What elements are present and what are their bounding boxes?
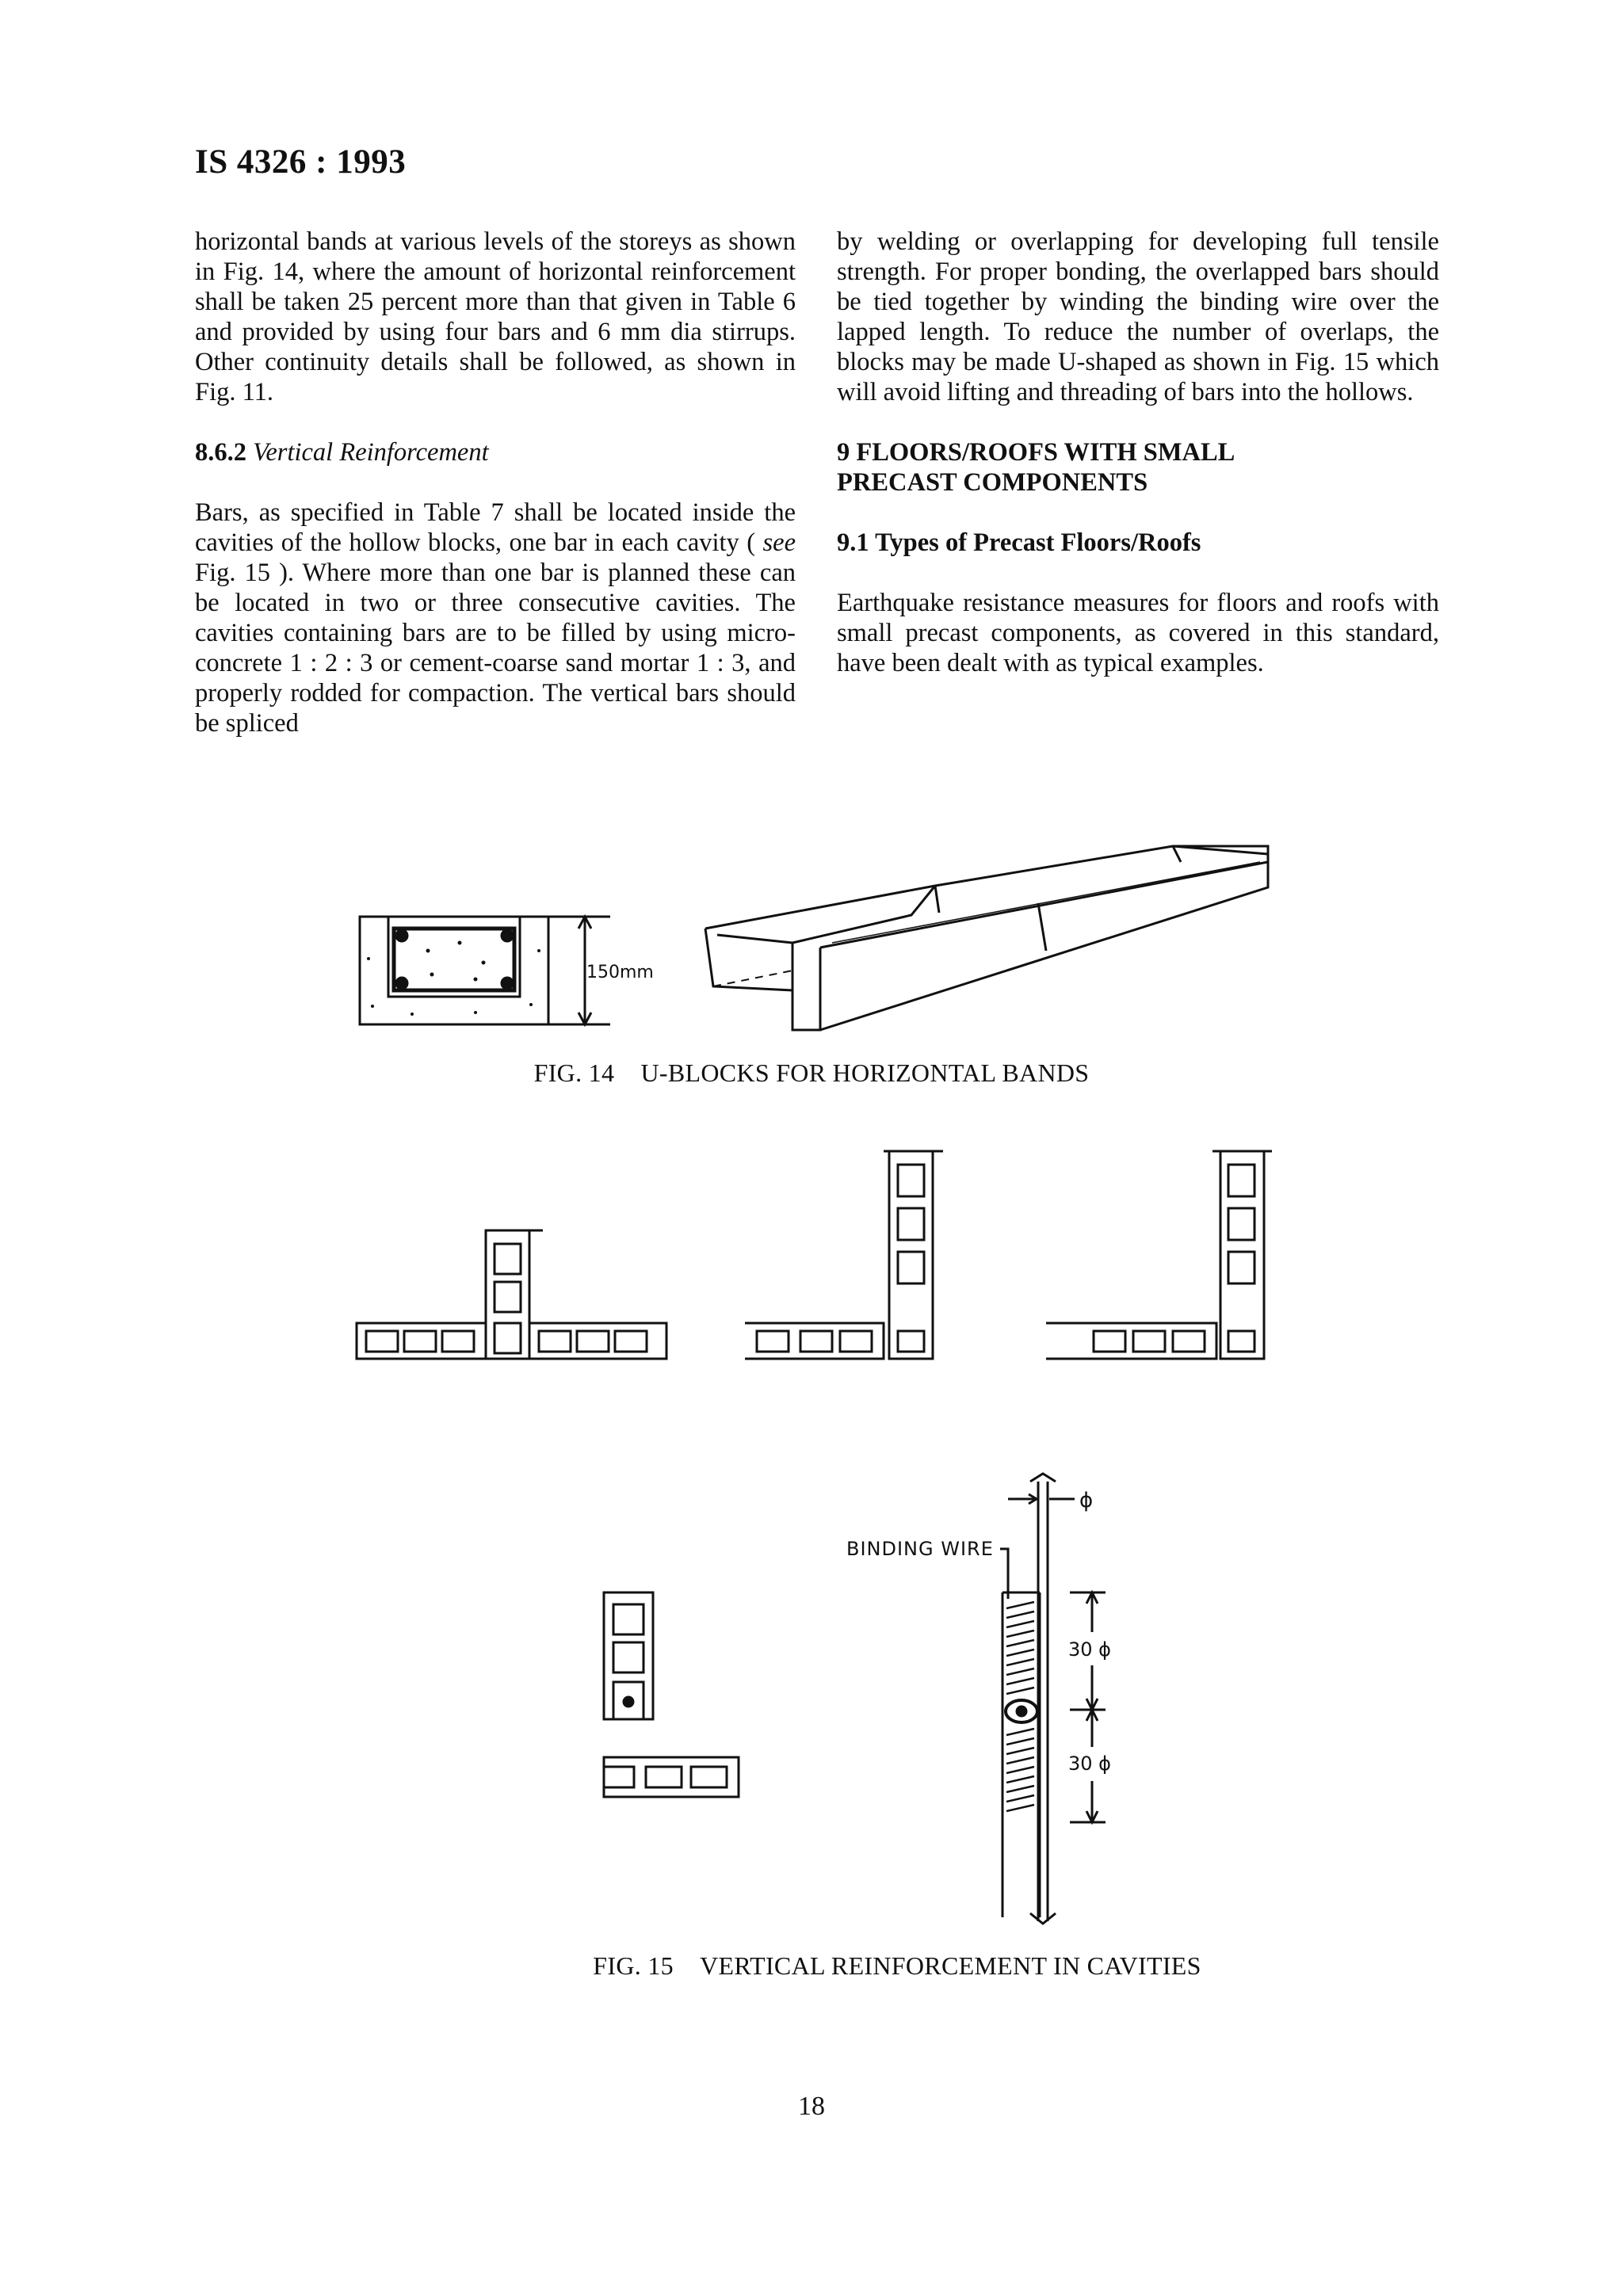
- fig15-caption: [86, 1951, 1623, 1981]
- section-9-1-heading: 9.1 Types of Precast Floors/Roofs: [837, 528, 1201, 557]
- subsection-title: Vertical Reinforcement: [253, 438, 489, 467]
- corner-junction-1-block-layout: [745, 1151, 943, 1359]
- right-paragraph-1: by welding or overlapping for developing full tensile strength. For proper bonding, the overlapped bars should be tied together by winding the binding wire over the lapped length. To reduce the number of overlaps, the blocks may be made U-shaped as shown in Fig. 15 which will avoid lifting and threading of bars into the hollows.: [837, 227, 1439, 406]
- corner-junction-2-block-layout: [1046, 1151, 1272, 1359]
- fig15-caption-title: VERTICAL REINFORCEMENT IN CAVITIES: [700, 1951, 1201, 1980]
- document-code-header: IS 4326 : 1993: [195, 143, 407, 181]
- left-paragraph-2-part-a: Bars, as specified in Table 7 shall be located inside the cavities of the hollow blocks, one bar in each cavity (: [195, 498, 796, 557]
- bar-diameter-phi-label: ϕ: [1079, 1489, 1094, 1512]
- fig14-caption-number: FIG. 14: [533, 1058, 615, 1087]
- u-shaped-vertical-blocks-drawing: [604, 1592, 653, 1719]
- left-paragraph-1: horizontal bands at various levels of the storeys as shown in Fig. 14, where the amount of horizontal reinforcement shall be taken 25 percent more than that given in Table 6 and provided by using four bars and 6 mm dia stirrups. Other continuity details shall be followed, as shown in Fig. 11.: [195, 227, 796, 406]
- fig14-caption: [0, 1058, 1623, 1088]
- u-shaped-horizontal-blocks-drawing: [604, 1757, 739, 1797]
- left-paragraph-2-part-b: Fig. 15 ). Where more than one bar is planned these can be located in two or three consecutive cavities. The cavities containing bars are to be filled by using micro-concrete 1 : 2 : 3 or cement-coarse sand mortar 1 : 3, and properly rodded for compaction. The vertical bars should be spliced: [195, 559, 796, 738]
- t-junction-block-layout: [357, 1230, 666, 1359]
- fig14-caption-title: U-BLOCKS FOR HORIZONTAL BANDS: [640, 1058, 1090, 1087]
- fig15-caption-number: FIG. 15: [593, 1951, 674, 1980]
- section-9-heading-line-1: 9 FLOORS/ROOFS WITH SMALL: [837, 438, 1235, 467]
- lap-length-label-1: 30 ϕ: [1068, 1638, 1111, 1661]
- section-9-heading-line-2: PRECAST COMPONENTS: [837, 468, 1148, 497]
- subsection-number: 8.6.2: [195, 438, 246, 467]
- dimension-150mm-label: 150mm: [586, 963, 654, 982]
- lap-length-label-2: 30 ϕ: [1068, 1753, 1111, 1775]
- see-reference: see: [762, 528, 796, 557]
- u-block-section-drawing: [360, 917, 610, 1024]
- lap-splice-detail-drawing: [1000, 1474, 1106, 1924]
- right-paragraph-2: Earthquake resistance measures for floors and roofs with small precast components, as covered in this standard, have been dealt with as typical examples.: [837, 589, 1439, 677]
- binding-wire-label: BINDING WIRE: [846, 1538, 994, 1560]
- page-number: 18: [798, 2092, 825, 2121]
- u-blocks-perspective-drawing: [705, 846, 1268, 1030]
